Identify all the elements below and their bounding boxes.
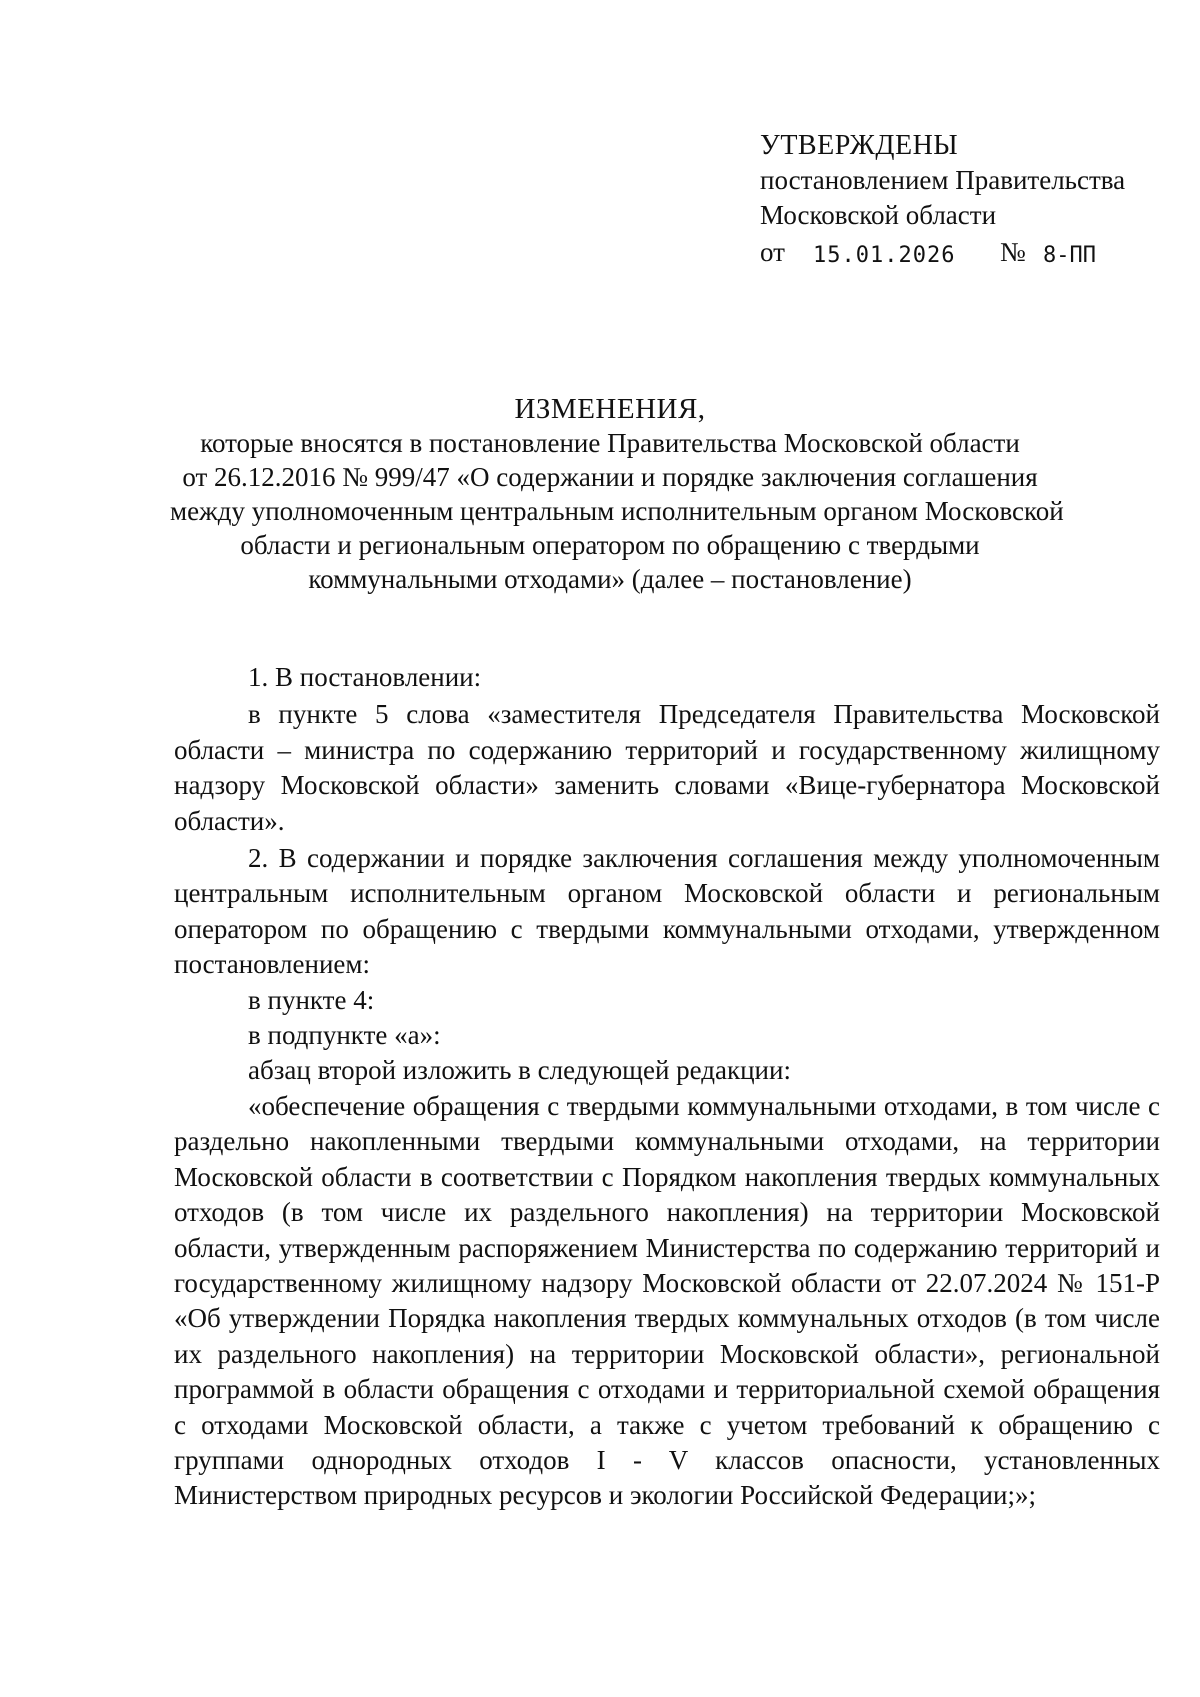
approval-date-line: [760, 235, 1160, 273]
approval-number: 8-ПП: [1043, 243, 1096, 268]
paragraph-3: 2. В содержании и порядке заключения соглашения между уполномоченным центральным исполнительным органом Московской области и региональным оператором по обращению с твердыми коммунальными отходами, утвержденном постановлением:: [174, 843, 1160, 980]
paragraph-4: в пункте 4:: [248, 984, 375, 1015]
document-title: ИЗМЕНЕНИЯ,: [514, 393, 706, 425]
paragraph-6: абзац второй изложить в следующей редакции:: [248, 1055, 791, 1086]
approval-line-2: Московской области: [760, 200, 997, 230]
title-line-5: коммунальными отходами» (далее – постановление): [308, 564, 912, 594]
title-line-1: которые вносятся в постановление Правительства Московской области: [200, 428, 1020, 458]
document-body: [174, 660, 1160, 1514]
paragraph-2: в пункте 5 слова «заместителя Председателя Правительства Московской области – министра по содержанию территорий и государственному жилищному надзору Московской области» заменить словами «Вице-губернатора Московской области».: [174, 699, 1160, 836]
approval-heading: УТВЕРЖДЕНЫ: [760, 130, 959, 161]
paragraph-1: 1. В постановлении:: [248, 662, 482, 692]
date-prefix: от: [760, 237, 785, 267]
title-line-4: области и региональным оператором по обращению с твердыми: [240, 530, 980, 560]
title-line-3: между уполномоченным центральным исполнительным органом Московской: [170, 496, 1064, 526]
paragraph-7: «обеспечение обращения с твердыми коммунальными отходами, в том числе с раздельно накопленными твердыми коммунальными отходами, на территории Московской области в соответствии с Порядком накопления твердых коммунальных отходов (в том числе их раздельного накопления) на территории Московской области, утвержденным распоряжением Министерства по содержанию территорий и государственному жилищному надзору Московской области от 22.07.2024 № 151-Р «Об утверждении Порядка накопления твердых коммунальных отходов (в том числе их раздельного накопления) на территории Московской области», региональной программой в области обращения с отходами и территориальной схемой обращения с отходами Московской области, а также с учетом требований к обращению с группами однородных отходов I - V классов опасности, установленных Министерством природных ресурсов и экологии Российской Федерации;»;: [174, 1090, 1160, 1511]
number-prefix: №: [1000, 237, 1026, 267]
approval-stamp-block: [760, 128, 1160, 273]
approval-line-1: постановлением Правительства: [760, 165, 1126, 195]
document-title-block: [170, 392, 1064, 596]
title-line-2: от 26.12.2016 № 999/47 «О содержании и порядке заключения соглашения: [182, 462, 1038, 492]
approval-date: 15.01.2026: [813, 243, 956, 268]
paragraph-5: в подпункте «а»:: [248, 1020, 441, 1051]
